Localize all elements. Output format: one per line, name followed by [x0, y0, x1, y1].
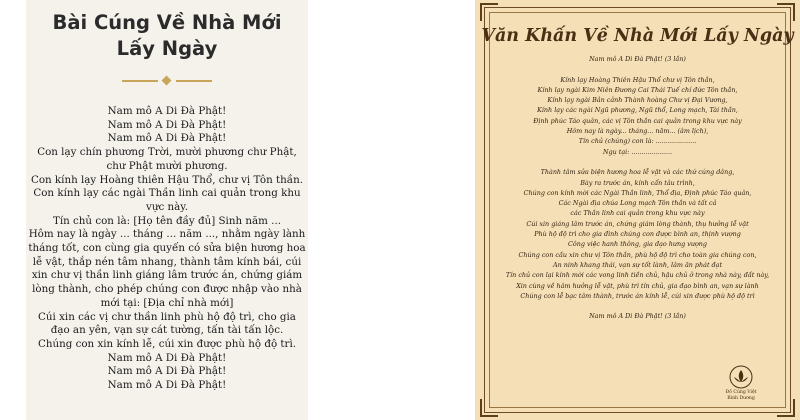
corner-ornament-icon	[777, 3, 795, 21]
prayer-line: Nam mô A Di Đà Phật!	[107, 105, 227, 117]
prayer-line: mới tại: [Địa chỉ nhà mới]	[100, 296, 234, 309]
ornament-divider	[122, 75, 212, 87]
prayer-line: Bày ra trước án, kính cẩn tâu trình,	[580, 178, 695, 187]
prayer-line: chư Phật mười phương.	[106, 159, 228, 172]
paragraph-gap	[491, 157, 784, 167]
prayer-line: xin chư vị thần linh giáng lâm trước án, chứng giám	[31, 269, 303, 282]
prayer-line: các Thần linh cai quản trong khu vực này	[570, 209, 705, 218]
prayer-line: Nam mô A Di Đà Phật!	[107, 132, 227, 145]
prayer-line: Công việc hanh thông, gia đạo hưng vượng	[567, 240, 708, 249]
title-line: Lấy Ngày	[116, 37, 218, 60]
prayer-line: Kính lạy ngài Kim Niên Đương Cai Thái Tuế chí đức Tôn thần,	[537, 85, 738, 94]
paragraph-gap	[491, 64, 784, 74]
prayer-line: Các Ngài địa chúa Long mạch Tôn thần và tất cả	[558, 199, 717, 208]
divider-bar-right	[176, 80, 212, 82]
prayer-line: Phù hộ độ trì cho gia đình chúng con được bình an, thịnh vượng	[534, 230, 741, 239]
prayer-line: tháng tốt, con cùng gia quyến có sửa biện hương hoa	[28, 242, 306, 255]
left-document	[26, 0, 308, 420]
seal-location: Bình Dương	[727, 396, 755, 401]
prayer-line: Nam mô A Di Đà Phật!	[107, 379, 227, 392]
right-prayer-text	[491, 54, 784, 322]
prayer-line: Chúng con cầu xin chư vị Tôn thần, phù hộ độ trì cho toàn gia chúng con,	[518, 250, 757, 259]
prayer-line: Con lạy chín phương Trời, mười phương chư Phật,	[37, 146, 297, 159]
brand-seal	[716, 365, 766, 402]
diamond-icon	[162, 76, 172, 86]
seal-brand-name: Đồ Cúng Việt	[725, 390, 757, 395]
prayer-line: Nam mô A Di Đà Phật!	[107, 365, 227, 378]
prayer-line: Chúng con kính mời các Ngài Thần linh, Thổ địa, Định phúc Táo quân,	[523, 188, 752, 197]
prayer-line: lễ vật, thắp nén tâm nhang, thành tâm kính bái, cúi	[32, 255, 302, 268]
prayer-line: Con kính lạy các ngài Thần linh cai quản trong khu	[33, 187, 301, 200]
prayer-line: Chúng con xin kính lễ, cúi xin được phù hộ độ trì.	[37, 337, 297, 350]
prayer-line: Kính lạy các ngài Ngũ phương, Ngũ thổ, Long mạch, Tài thần,	[537, 106, 738, 115]
prayer-line: lòng thành, cho phép chúng con được nhập vào nhà	[32, 283, 302, 296]
prayer-line: Cúi xin các vị chư thần linh phù hộ độ trì, cho gia	[38, 310, 296, 323]
prayer-line: Chúng con lễ bạc tâm thành, trước án kính lễ, cúi xin được phù hộ độ trì	[520, 291, 755, 300]
prayer-line: Con kính lạy Hoàng thiên Hậu Thổ, chư vị Tôn thần.	[30, 173, 304, 186]
lotus-logo-icon	[729, 365, 753, 389]
prayer-line: Định phúc Táo quân, các vị Tôn thần cai quản trong khu vực này	[533, 116, 742, 125]
prayer-line: Xin cùng về hâm hưởng lễ vật, phù trì tín chủ, gia đạo bình an, vạn sự lành	[516, 281, 759, 290]
prayer-line: Nam mô A Di Đà Phật! (3 lần)	[589, 312, 686, 321]
corner-ornament-icon	[480, 3, 498, 21]
left-title	[26, 10, 308, 62]
prayer-line: Thành tâm sửa biện hương hoa lễ vật và các thứ cúng dâng,	[540, 168, 735, 177]
prayer-line: Hôm nay là ngày ... tháng ... năm ..., nhằm ngày lành	[28, 228, 306, 241]
right-title: Văn Khấn Về Nhà Mới Lấy Ngày	[481, 26, 794, 46]
prayer-line: Hôm nay là ngày... tháng... năm... (âm lịch),	[566, 127, 709, 136]
title-line: Bài Cúng Về Nhà Mới	[52, 11, 282, 34]
right-document	[475, 0, 800, 420]
left-prayer-text	[26, 105, 308, 393]
divider-bar-left	[122, 80, 158, 82]
prayer-line: Kính lạy Hoàng Thiên Hậu Thổ chư vị Tôn thần,	[560, 75, 715, 84]
prayer-line: Tín chủ con là: [Họ tên đầy đủ] Sinh năm ...	[52, 214, 282, 227]
prayer-line: Tín chủ con lại kính mời các vong linh tiền chủ, hậu chủ ở trong nhà này, đất này,	[505, 271, 770, 280]
prayer-line: Cúi xin giáng lâm trước án, chứng giám lòng thành, thụ hưởng lễ vật	[526, 219, 749, 228]
prayer-line: An ninh khang thái, vạn sự tốt lành, lâm ăn phát đạt	[552, 260, 723, 269]
prayer-line: Tín chủ (chúng) con là: ....................	[578, 137, 697, 146]
prayer-line: Nam mô A Di Đà Phật! (3 lần)	[589, 55, 686, 63]
corner-ornament-icon	[777, 399, 795, 417]
paragraph-gap	[491, 301, 784, 311]
prayer-line: đạo an yên, vạn sự cát tường, tấn tài tấn lộc.	[50, 324, 284, 337]
corner-ornament-icon	[480, 399, 498, 417]
prayer-line: Ngụ tại: ....................	[602, 147, 673, 156]
prayer-line: Nam mô A Di Đà Phật!	[107, 118, 227, 131]
prayer-line: Kính lạy ngài Bản cảnh Thành hoàng Chư vị Đại Vương,	[547, 96, 728, 105]
prayer-line: vực này.	[146, 200, 188, 213]
prayer-line: Nam mô A Di Đà Phật!	[107, 351, 227, 364]
